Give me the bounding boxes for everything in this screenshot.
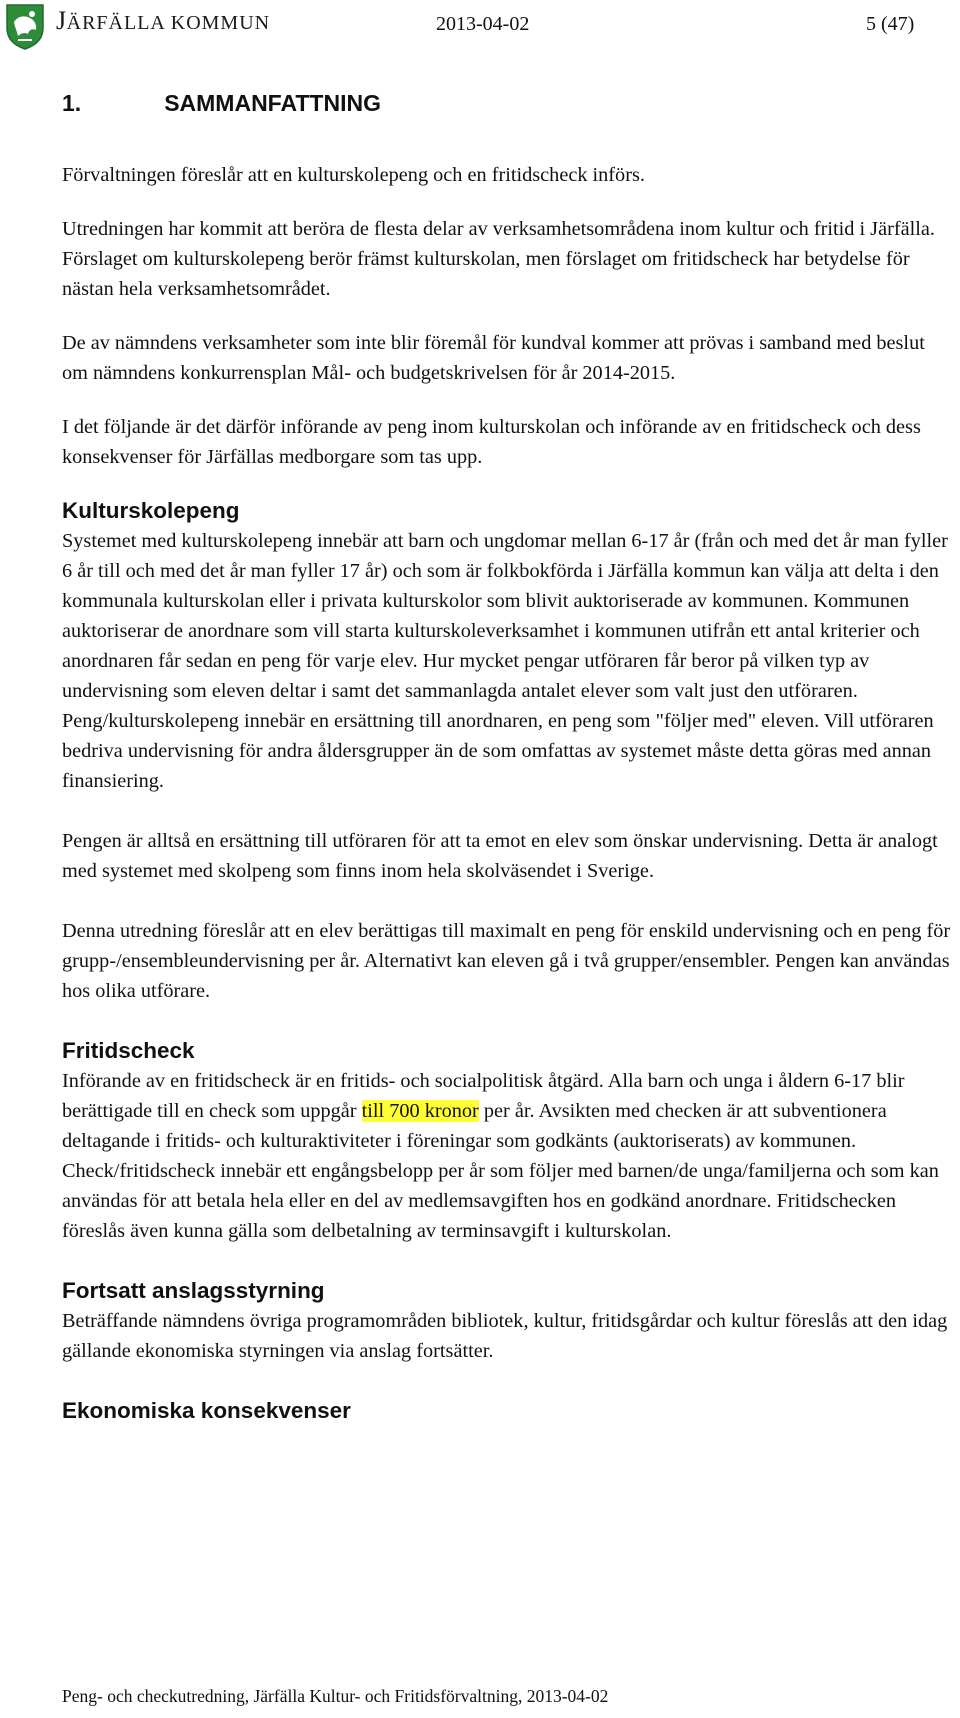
fritidscheck-paragraph: Införande av en fritidscheck är en fritids- och socialpolitisk åtgärd. Alla barn och unga i åldern 6-17 blir berättigade till en check som uppgår till 700 kronor per år. Avsikten med checken är att subventionera deltagande i fritids- och kulturaktiviteter i föreningar som godkänts (auktoriserats) av kommunen. Check/fritidscheck innebär ett engångsbelopp per år som följer med barnen/de unga/familjerna och som kan användas för att betala hela eller en del av medlemsavgiften hos en godkänd anordnare. Fritidschecken föreslås även kunna gälla som delbetalning av terminsavgift i kulturskolan. — [62, 1069, 939, 1242]
section-heading — [62, 90, 955, 118]
highlighted-amount: till 700 kronor — [361, 1099, 479, 1122]
kulturskolepeng-paragraph: Denna utredning föreslår att en elev berättigas till maximalt en peng för enskild undervisning och en peng för grupp-/ensembleundervisning per år. Alternativt kan eleven gå i två grupper/ensembler. Pengen kan användas hos olika utförare. — [62, 919, 951, 1002]
subheading-fritidscheck: Fritidscheck — [62, 1037, 195, 1063]
page-number: 5 (47) — [866, 13, 915, 35]
organization-name: JÄRFÄLLA KOMMUN — [56, 6, 271, 35]
intro-paragraph: Utredningen har kommit att beröra de flesta delar av verksamhetsområdena inom kultur och fritid i Järfälla. Förslaget om kulturskolepeng berör främst kulturskolan, men förslaget om fritidscheck har betydelse för nästan hela verksamhetsområdet. — [62, 217, 935, 300]
document-body — [62, 90, 955, 1426]
page-header — [0, 0, 960, 56]
section-title: SAMMANFATTNING — [164, 90, 381, 116]
section-number: 1. — [62, 90, 82, 116]
subheading-anslagsstyrning: Fortsatt anslagsstyrning — [62, 1277, 325, 1303]
municipal-coat-of-arms-icon — [4, 2, 46, 50]
subheading-ekonomiska-konsekvenser: Ekonomiska konsekvenser — [62, 1397, 351, 1423]
intro-paragraph: I det följande är det därför införande av peng inom kulturskolan och införande av en fritidscheck och dess konsekvenser för Järfällas medborgare som tas upp. — [62, 415, 921, 468]
intro-paragraph: Förvaltningen föreslår att en kulturskolepeng och en fritidscheck införs. — [62, 163, 645, 186]
kulturskolepeng-paragraph: Systemet med kulturskolepeng innebär att barn och ungdomar mellan 6-17 år (från och med det år man fyller 6 år till och med det år man fyller 17 år) och som är folkbokförda i Järfälla kommun kan välja att delta i den kommunala kulturskolan eller i privata kulturskolor som blivit auktoriserade av kommunen. Kommunen auktoriserar de anordnare som vill starta kulturskoleverksamhet i kommunen utifrån ett antal kriterier och anordnaren får sedan en peng för varje elev. Hur mycket pengar utföraren får beror på vilken typ av undervisning som eleven deltar i samt det sammanlagda antalet elever som valt just den utföraren. Peng/kulturskolepeng innebär en ersättning till anordnaren, en peng som "följer med" eleven. Vill utföraren bedriva undervisning för andra åldersgrupper än de som omfattas av systemet måste detta göras med annan finansiering. — [62, 529, 948, 792]
document-date: 2013-04-02 — [436, 13, 530, 35]
subheading-kulturskolepeng: Kulturskolepeng — [62, 497, 240, 523]
anslagsstyrning-paragraph: Beträffande nämndens övriga programområden bibliotek, kultur, fritidsgårdar och kultur föreslås att den idag gällande ekonomiska styrningen via anslag fortsätter. — [62, 1309, 948, 1362]
intro-paragraph: De av nämndens verksamheter som inte blir föremål för kundval kommer att prövas i samband med beslut om nämndens konkurrensplan Mål- och budgetskrivelsen för år 2014-2015. — [62, 331, 925, 384]
page-footer: Peng- och checkutredning, Järfälla Kultur- och Fritidsförvaltning, 2013-04-02 — [62, 1686, 609, 1706]
kulturskolepeng-paragraph: Pengen är alltså en ersättning till utföraren för att ta emot en elev som önskar undervisning. Detta är analogt med systemet med skolpeng som finns inom hela skolväsendet i Sverige. — [62, 829, 938, 882]
